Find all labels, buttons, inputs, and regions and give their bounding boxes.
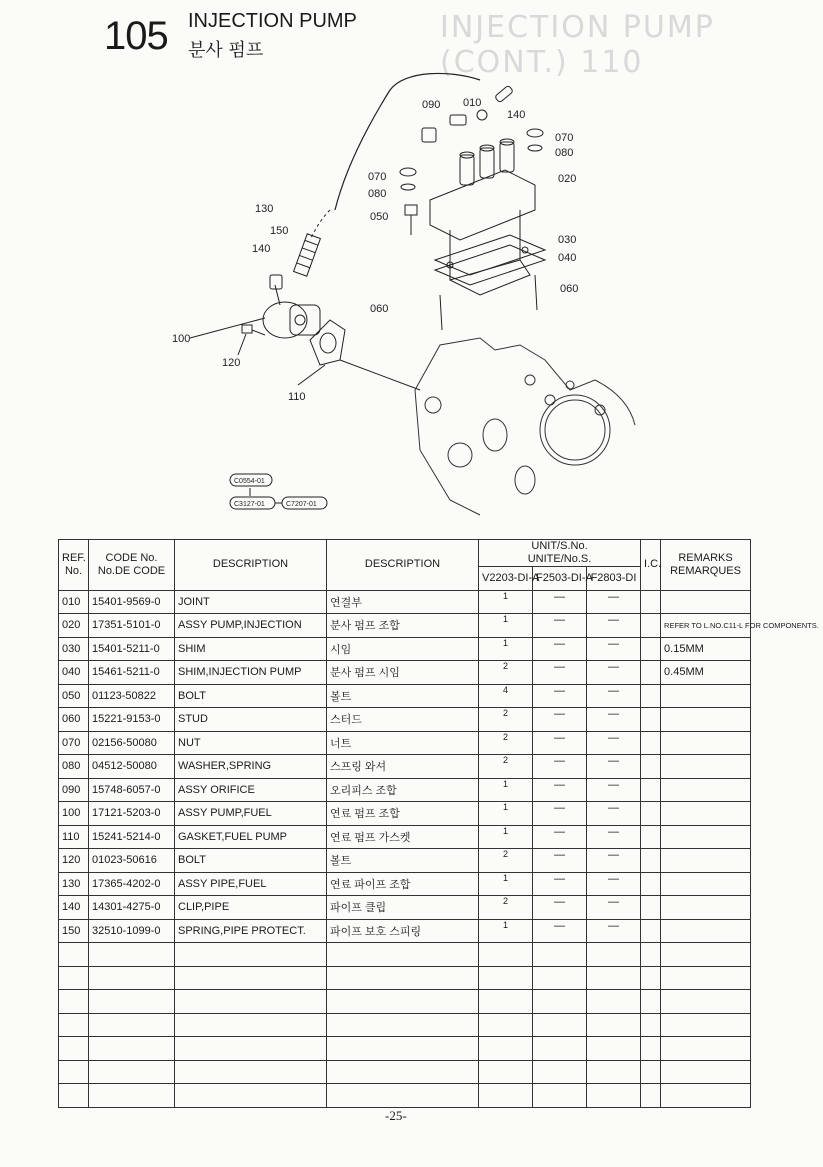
- description-en-cell: ASSY PUMP,FUEL: [175, 802, 327, 826]
- code-cell: 15221-9153-0: [89, 708, 175, 732]
- empty-cell: [661, 966, 751, 990]
- description-en-cell: BOLT: [175, 684, 327, 708]
- remarks-cell: [661, 684, 751, 708]
- ic-cell: [641, 755, 661, 779]
- ref-cell: 070: [59, 731, 89, 755]
- description-en-cell: STUD: [175, 708, 327, 732]
- ic-cell: [641, 731, 661, 755]
- description-en-cell: ASSY PUMP,INJECTION: [175, 614, 327, 638]
- empty-cell: [479, 1037, 533, 1061]
- empty-cell: [533, 943, 587, 967]
- code-cell: 15401-5211-0: [89, 637, 175, 661]
- empty-cell: [175, 943, 327, 967]
- ref-box-3: C7207-01: [286, 501, 317, 508]
- table-row-empty: [59, 943, 751, 967]
- remarks-cell: [661, 896, 751, 920]
- unit-qty-cell: —: [533, 637, 587, 661]
- empty-cell: [327, 1060, 479, 1084]
- empty-cell: [175, 990, 327, 1014]
- label-080-left: 080: [368, 188, 387, 200]
- empty-cell: [641, 1084, 661, 1108]
- unit-qty-cell: —: [587, 755, 641, 779]
- parts-table: [58, 539, 819, 1108]
- ic-cell: [641, 872, 661, 896]
- description-ko-cell: 스프링 와셔: [327, 755, 479, 779]
- empty-cell: [533, 966, 587, 990]
- unit-qty-cell: —: [587, 614, 641, 638]
- unit-qty-cell: 1: [479, 802, 533, 826]
- unit-qty-cell: —: [587, 896, 641, 920]
- bolt-120: [242, 325, 265, 335]
- table-row: [59, 755, 751, 779]
- empty-cell: [327, 1084, 479, 1108]
- unit-qty-cell: —: [533, 755, 587, 779]
- table-row: [59, 849, 751, 873]
- bleed-through-text: INJECTION PUMP (CONT.) 110: [440, 10, 715, 80]
- empty-cell: [587, 1060, 641, 1084]
- remarks-cell: 0.45MM: [661, 661, 751, 685]
- ref-cell: 140: [59, 896, 89, 920]
- unit-qty-cell: —: [587, 825, 641, 849]
- unit-qty-cell: 2: [479, 755, 533, 779]
- label-110: 110: [288, 391, 306, 403]
- unit-qty-cell: 1: [479, 590, 533, 614]
- empty-cell: [327, 1013, 479, 1037]
- code-cell: 14301-4275-0: [89, 896, 175, 920]
- unit-qty-cell: —: [587, 661, 641, 685]
- empty-cell: [587, 1084, 641, 1108]
- empty-cell: [59, 943, 89, 967]
- label-030: 030: [558, 234, 577, 246]
- ref-cell: 100: [59, 802, 89, 826]
- remarks-cell: [661, 825, 751, 849]
- empty-cell: [89, 990, 175, 1014]
- remarks-cell: [661, 919, 751, 943]
- unit-qty-cell: —: [587, 684, 641, 708]
- label-100: 100: [172, 333, 191, 345]
- code-cell: 04512-50080: [89, 755, 175, 779]
- page-number: -25-: [385, 1108, 407, 1123]
- empty-cell: [661, 1060, 751, 1084]
- unit-qty-cell: —: [587, 708, 641, 732]
- unit-qty-cell: —: [587, 778, 641, 802]
- ic-cell: [641, 661, 661, 685]
- code-cell: 02156-50080: [89, 731, 175, 755]
- label-120: 120: [222, 357, 241, 369]
- empty-cell: [175, 966, 327, 990]
- empty-cell: [641, 1013, 661, 1037]
- unit-qty-cell: —: [587, 637, 641, 661]
- remarks-cell: [661, 731, 751, 755]
- spring-pipe-protect: [294, 234, 321, 276]
- table-row-empty: [59, 1013, 751, 1037]
- empty-cell: [661, 1037, 751, 1061]
- empty-cell: [89, 1037, 175, 1061]
- ref-cell: 090: [59, 778, 89, 802]
- unit-qty-cell: —: [533, 896, 587, 920]
- code-cell: 01023-50616: [89, 849, 175, 873]
- table-row: [59, 825, 751, 849]
- table-row: [59, 590, 751, 614]
- unit-qty-cell: 1: [479, 872, 533, 896]
- unit-qty-cell: 1: [479, 614, 533, 638]
- empty-cell: [59, 1060, 89, 1084]
- remarks-cell: [661, 708, 751, 732]
- empty-cell: [175, 1037, 327, 1061]
- unit-qty-cell: —: [533, 708, 587, 732]
- empty-cell: [479, 1013, 533, 1037]
- table-row: [59, 919, 751, 943]
- unit-qty-cell: —: [587, 731, 641, 755]
- engine-block: [415, 338, 635, 515]
- description-en-cell: GASKET,FUEL PUMP: [175, 825, 327, 849]
- description-ko-cell: 연료 펌프 가스켓: [327, 825, 479, 849]
- empty-cell: [587, 990, 641, 1014]
- unit-qty-cell: —: [533, 614, 587, 638]
- parts-diagram: [150, 60, 650, 530]
- empty-cell: [533, 990, 587, 1014]
- table-row: [59, 872, 751, 896]
- label-080: 080: [555, 147, 574, 159]
- header-code: CODE No. No.DE CODE: [89, 540, 175, 591]
- description-ko-cell: 볼트: [327, 684, 479, 708]
- ref-cell: 120: [59, 849, 89, 873]
- unit-qty-cell: 2: [479, 708, 533, 732]
- description-ko-cell: 연료 파이프 조합: [327, 872, 479, 896]
- empty-cell: [479, 943, 533, 967]
- table-row: [59, 614, 751, 638]
- label-150: 150: [270, 225, 289, 237]
- empty-cell: [89, 1060, 175, 1084]
- ref-cell: 050: [59, 684, 89, 708]
- unit-qty-cell: —: [587, 919, 641, 943]
- ic-cell: [641, 825, 661, 849]
- empty-cell: [641, 966, 661, 990]
- unit-qty-cell: —: [533, 849, 587, 873]
- unit-qty-cell: 1: [479, 637, 533, 661]
- table-row-empty: [59, 1084, 751, 1108]
- fuel-pump-assy: [263, 275, 320, 338]
- header-unit-col: F2803-DI: [587, 567, 641, 591]
- unit-qty-cell: —: [533, 590, 587, 614]
- table-row: [59, 684, 751, 708]
- code-cell: 01123-50822: [89, 684, 175, 708]
- unit-qty-cell: 1: [479, 919, 533, 943]
- label-070-left: 070: [368, 171, 387, 183]
- empty-cell: [587, 966, 641, 990]
- label-140: 140: [507, 109, 526, 121]
- section-number: 105: [104, 14, 168, 58]
- unit-qty-cell: —: [533, 684, 587, 708]
- ref-box-1: C0554-01: [234, 478, 265, 485]
- empty-cell: [479, 1084, 533, 1108]
- table-row-empty: [59, 966, 751, 990]
- empty-cell: [533, 1084, 587, 1108]
- description-ko-cell: 볼트: [327, 849, 479, 873]
- unit-qty-cell: —: [587, 590, 641, 614]
- header-ref: REF. No.: [59, 540, 89, 591]
- empty-cell: [587, 1037, 641, 1061]
- unit-qty-cell: 2: [479, 849, 533, 873]
- unit-qty-cell: 2: [479, 896, 533, 920]
- empty-cell: [175, 1013, 327, 1037]
- table-row: [59, 708, 751, 732]
- description-en-cell: CLIP,PIPE: [175, 896, 327, 920]
- ic-cell: [641, 590, 661, 614]
- remarks-cell: 0.15MM: [661, 637, 751, 661]
- unit-qty-cell: —: [533, 802, 587, 826]
- ref-box-2: C3127-01: [234, 501, 265, 508]
- empty-cell: [59, 1013, 89, 1037]
- empty-cell: [89, 1013, 175, 1037]
- table-row-empty: [59, 1037, 751, 1061]
- unit-qty-cell: 2: [479, 661, 533, 685]
- empty-cell: [533, 1037, 587, 1061]
- table-row: [59, 731, 751, 755]
- ref-cell: 020: [59, 614, 89, 638]
- label-130: 130: [255, 203, 274, 215]
- empty-cell: [89, 966, 175, 990]
- empty-cell: [641, 1037, 661, 1061]
- page-title-ko: 분사 펌프: [188, 40, 264, 61]
- description-en-cell: JOINT: [175, 590, 327, 614]
- code-cell: 17121-5203-0: [89, 802, 175, 826]
- remarks-cell: [661, 590, 751, 614]
- code-cell: 32510-1099-0: [89, 919, 175, 943]
- header-ic: I.C.: [641, 540, 661, 591]
- description-ko-cell: 너트: [327, 731, 479, 755]
- empty-cell: [587, 1013, 641, 1037]
- description-ko-cell: 연결부: [327, 590, 479, 614]
- description-en-cell: WASHER,SPRING: [175, 755, 327, 779]
- unit-qty-cell: —: [587, 849, 641, 873]
- remarks-cell: [661, 849, 751, 873]
- ref-cell: 040: [59, 661, 89, 685]
- label-090: 090: [422, 99, 441, 111]
- table-row: [59, 661, 751, 685]
- empty-cell: [479, 990, 533, 1014]
- unit-qty-cell: 1: [479, 778, 533, 802]
- ref-cell: 130: [59, 872, 89, 896]
- page-title-en: INJECTION PUMP: [188, 10, 357, 32]
- remarks-cell: [661, 778, 751, 802]
- description-ko-cell: 분사 펌프 조합: [327, 614, 479, 638]
- ic-cell: [641, 919, 661, 943]
- label-010: 010: [463, 97, 482, 109]
- header-description-ko: DESCRIPTION: [327, 540, 479, 591]
- empty-cell: [533, 1060, 587, 1084]
- ic-cell: [641, 778, 661, 802]
- description-en-cell: BOLT: [175, 849, 327, 873]
- code-cell: 15461-5211-0: [89, 661, 175, 685]
- remarks-cell: [661, 802, 751, 826]
- description-en-cell: SHIM: [175, 637, 327, 661]
- header-remarks: REMARKS REMARQUES: [661, 540, 751, 591]
- code-cell: 17365-4202-0: [89, 872, 175, 896]
- header-unit-col: F2503-DI-A: [533, 567, 587, 591]
- unit-qty-cell: —: [533, 661, 587, 685]
- table-row: [59, 896, 751, 920]
- empty-cell: [89, 1084, 175, 1108]
- label-050: 050: [370, 211, 389, 223]
- code-cell: 15241-5214-0: [89, 825, 175, 849]
- description-ko-cell: 분사 펌프 시임: [327, 661, 479, 685]
- empty-cell: [59, 966, 89, 990]
- injection-pump-assy: [430, 139, 545, 295]
- empty-cell: [661, 1013, 751, 1037]
- empty-cell: [327, 1037, 479, 1061]
- ref-cell: 060: [59, 708, 89, 732]
- unit-qty-cell: —: [533, 778, 587, 802]
- table-row: [59, 778, 751, 802]
- ref-cell: 110: [59, 825, 89, 849]
- ic-cell: [641, 802, 661, 826]
- unit-qty-cell: —: [533, 919, 587, 943]
- empty-cell: [89, 943, 175, 967]
- ic-cell: [641, 637, 661, 661]
- ic-cell: [641, 896, 661, 920]
- code-cell: 15748-6057-0: [89, 778, 175, 802]
- unit-qty-cell: —: [533, 731, 587, 755]
- empty-cell: [533, 1013, 587, 1037]
- unit-qty-cell: 4: [479, 684, 533, 708]
- code-cell: 17351-5101-0: [89, 614, 175, 638]
- table-row: [59, 637, 751, 661]
- ref-cell: 010: [59, 590, 89, 614]
- ic-cell: [641, 614, 661, 638]
- table-row-empty: [59, 1060, 751, 1084]
- ref-cell: 150: [59, 919, 89, 943]
- description-ko-cell: 파이프 클립: [327, 896, 479, 920]
- empty-cell: [479, 966, 533, 990]
- unit-qty-cell: —: [533, 872, 587, 896]
- description-ko-cell: 연료 펌프 조합: [327, 802, 479, 826]
- empty-cell: [641, 990, 661, 1014]
- unit-qty-cell: —: [533, 825, 587, 849]
- empty-cell: [479, 1060, 533, 1084]
- label-140-left: 140: [252, 243, 271, 255]
- description-en-cell: NUT: [175, 731, 327, 755]
- remarks-cell: REFER TO L.NO.C11-L FOR COMPONENTS.: [661, 614, 751, 638]
- remarks-cell: [661, 755, 751, 779]
- description-en-cell: ASSY ORIFICE: [175, 778, 327, 802]
- empty-cell: [587, 943, 641, 967]
- description-ko-cell: 스터드: [327, 708, 479, 732]
- description-en-cell: SHIM,INJECTION PUMP: [175, 661, 327, 685]
- header-unit-col: V2203-DI-A: [479, 567, 533, 591]
- table-row: [59, 802, 751, 826]
- empty-cell: [661, 1084, 751, 1108]
- unit-qty-cell: 1: [479, 825, 533, 849]
- description-en-cell: SPRING,PIPE PROTECT.: [175, 919, 327, 943]
- empty-cell: [59, 1084, 89, 1108]
- description-en-cell: ASSY PIPE,FUEL: [175, 872, 327, 896]
- empty-cell: [641, 943, 661, 967]
- empty-cell: [59, 1037, 89, 1061]
- empty-cell: [661, 943, 751, 967]
- description-ko-cell: 오리피스 조합: [327, 778, 479, 802]
- unit-qty-cell: —: [587, 802, 641, 826]
- ic-cell: [641, 684, 661, 708]
- label-070: 070: [555, 132, 574, 144]
- label-020: 020: [558, 173, 577, 185]
- description-ko-cell: 시임: [327, 637, 479, 661]
- description-ko-cell: 파이프 보호 스피링: [327, 919, 479, 943]
- label-060-left: 060: [370, 303, 389, 315]
- ref-cell: 030: [59, 637, 89, 661]
- empty-cell: [175, 1060, 327, 1084]
- label-060-right: 060: [560, 283, 579, 295]
- empty-cell: [661, 990, 751, 1014]
- ref-cell: 080: [59, 755, 89, 779]
- empty-cell: [175, 1084, 327, 1108]
- remarks-cell: [661, 872, 751, 896]
- unit-qty-cell: 2: [479, 731, 533, 755]
- empty-cell: [327, 943, 479, 967]
- ic-cell: [641, 708, 661, 732]
- empty-cell: [641, 1060, 661, 1084]
- ic-cell: [641, 849, 661, 873]
- empty-cell: [327, 966, 479, 990]
- table-row-empty: [59, 990, 751, 1014]
- unit-qty-cell: —: [587, 872, 641, 896]
- label-040: 040: [558, 252, 577, 264]
- header-unit: UNIT/S.No. UNITE/No.S.: [479, 540, 641, 567]
- header-description-en: DESCRIPTION: [175, 540, 327, 591]
- empty-cell: [327, 990, 479, 1014]
- empty-cell: [59, 990, 89, 1014]
- gasket-fuel-pump: [310, 320, 345, 365]
- code-cell: 15401-9569-0: [89, 590, 175, 614]
